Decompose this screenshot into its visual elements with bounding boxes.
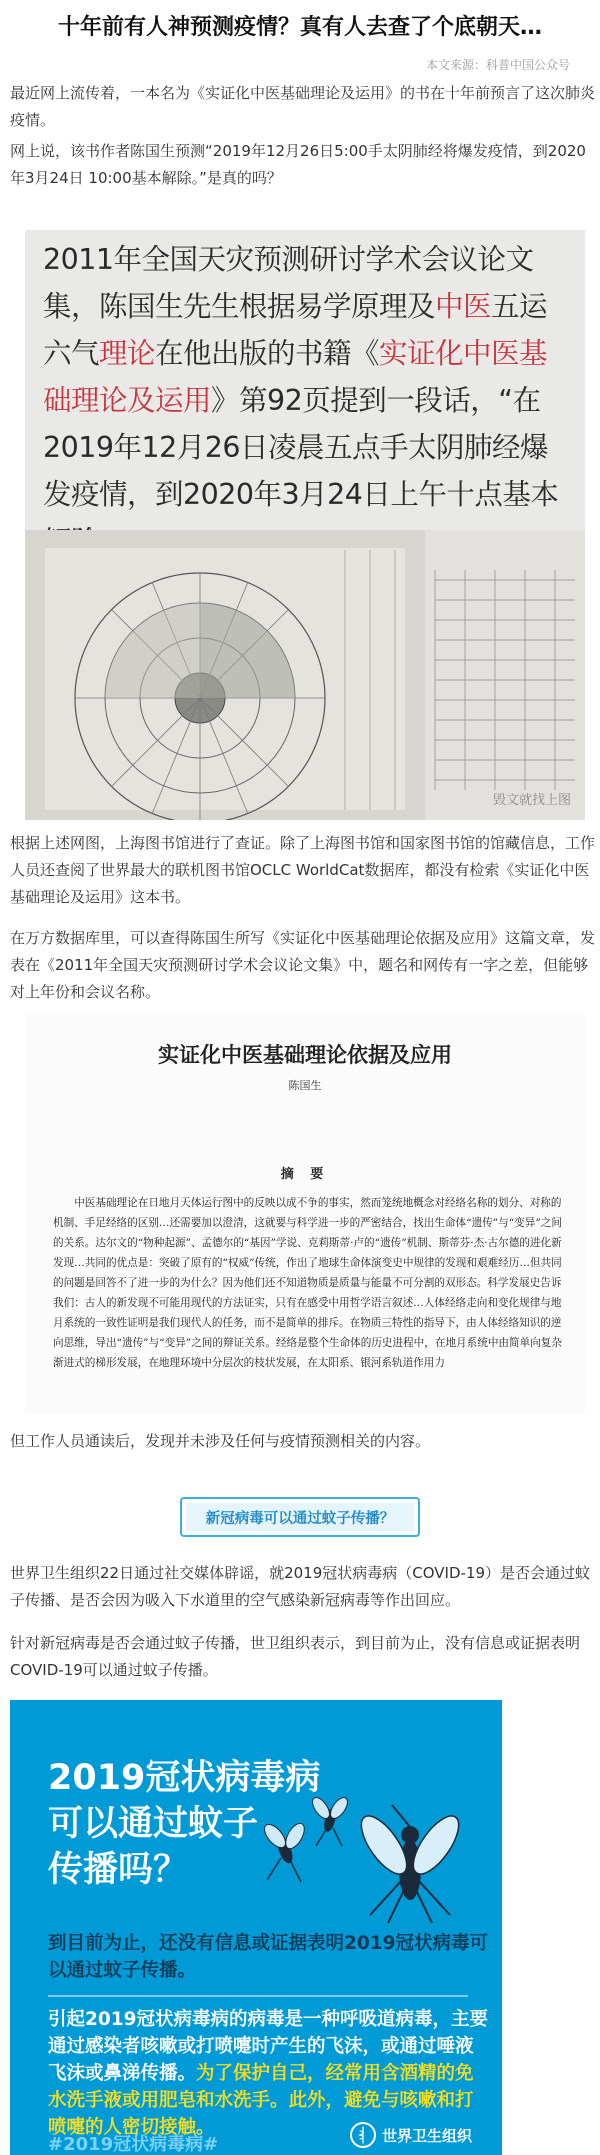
- paper-abstract-heading: 摘 要: [280, 1167, 330, 1182]
- scan-text: [43, 236, 573, 565]
- poster-hashtag: #2019冠状病毒病#: [48, 2134, 219, 2155]
- paragraph-no-prediction: 但工作人员通读后，发现并未涉及任何与疫情预测相关的内容。: [10, 1432, 431, 1450]
- paper-title: 实证化中医基础理论依据及应用: [158, 1043, 452, 1067]
- poster-org-name: 世界卫生组织: [382, 2127, 473, 2145]
- section-banner: [180, 1497, 420, 1537]
- poster-info-highlight: 为了保护自己，经常用含酒精的免水洗手液或用肥皂和水洗手。此外，避免与咳嗽和打喷嚏的人密切接触。: [48, 2063, 474, 2138]
- paragraph-library-check: 根据上述网图，上海图书馆进行了查证。除了上海图书馆和国家图书馆的馆藏信息，工作人员还查阅了世界最大的联机图书馆OCLC WorldCat数据库，都没有检索《实证化中医基础理论及运用》这本书。: [10, 834, 596, 906]
- who-poster-image: [10, 1700, 502, 2155]
- image-watermark: 毁文就找上图: [492, 793, 571, 808]
- poster-info-text: 引起2019冠状病毒病的病毒是一种呼吸道病毒，主要通过感染者咳嗽或打喷嚏时产生的飞沫，或通过唾液飞沫或鼻涕传播。: [48, 2009, 488, 2084]
- poster-answer: 到目前为止，还没有信息或证据表明2019冠状病毒可以通过蚊子传播。: [48, 1933, 488, 1981]
- mosquito-icon: [250, 1795, 490, 1925]
- scan-text-part: 》第92页提到一段话，“在2019年12月26日凌晨五点手太阴肺经爆发疫情，到2020年3月24日上午十点基本: [43, 384, 559, 511]
- scan-text-part: 理论: [99, 337, 156, 370]
- poster-divider: [48, 1995, 468, 1997]
- book-diagram-photo: [25, 530, 425, 820]
- paper-abstract-body: 中医基础理论在日地月天体运行图中的反映以成不争的事实，然而笼统地概念对经络名称的划分、对称的机制、手足经络的区别…还需要加以澄清，这就要与科学进一步的严密结合，找出生命体“遗传”与“变异”之间的关系。达尔文的“物种起源”、孟德尔的“基因”学说、克莉斯蒂·卢的“遗传”机制、斯蒂芬·杰·古尔德的进化新发现…共同的优点是：突破了原有的“权威”传统，作出了地球生命体演变史中规律的发现和艰难经历…但共同的问题是回答不了进一步的为什么？因为他们还不知道物质是质量与能量不可分割的双形态。科学发展史告诉我们：古人的新发现不可能用现代的方法证实，只有在感受中用哲学语言叙述…人体经络走向和变化规律与地月系统的一致性证明是我们现代人的任务，而不是简单的排斥。在物质三特性的指导下，由人体经络知识的逆向思维，导出“遗传”与“变异”之间的辩证关系。经络是整个生命体的历史进程中，在地月系统中由简单向复杂渐进式的梯形发展，在地理环境中分层次的枝状发展，在太阳系、银河系轨道作用力: [53, 1197, 562, 1369]
- article-source: 本文来源：科普中国公众号: [425, 58, 570, 72]
- section-banner-text: 新冠病毒可以通过蚊子传播？: [186, 1503, 414, 1531]
- scan-text-part: 五运六气: [43, 290, 548, 370]
- poster-question-line: 可以通过蚊子: [48, 1804, 259, 1844]
- paper-abstract-image: [25, 1013, 585, 1413]
- table-grid-illustration: [425, 530, 585, 820]
- paragraph-claim: 网上说，该书作者陈国生预测“2019年12月26日5:00手太阴肺经将爆发疫情，到2020年3月24日 10:00基本解除。”是真的吗？: [10, 142, 586, 187]
- paper-author: 陈国生: [288, 1079, 322, 1092]
- paragraph-who-mosquito: 针对新冠病毒是否会通过蚊子传播，世卫组织表示，到目前为止，没有信息或证据表明COVID-19可以通过蚊子传播。: [10, 1634, 581, 1679]
- poster-question-line: 传播吗？: [48, 1850, 189, 1890]
- book-table-photo: [425, 530, 585, 820]
- scan-text-part: 在他出版的书籍《: [155, 337, 380, 370]
- circular-chart-illustration: [25, 530, 425, 820]
- who-emblem-icon: [350, 2122, 376, 2148]
- poster-question-line: 2019冠状病毒病: [48, 1758, 321, 1798]
- paragraph-wanfang: 在万方数据库里，可以查得陈国生所写《实证化中医基础理论依据及应用》这篇文章，发表在《2011年全国天灾预测研讨学术会议论文集》中，题名和网传有一字之差，但能够对上年份和会议名称。: [10, 929, 596, 1001]
- article-title: 十年前有人神预测疫情？真有人去查了个底朝天…: [57, 15, 542, 40]
- book-scan-image: [25, 230, 585, 820]
- scan-text-part: 实证化中医基础理论及运用: [43, 337, 548, 417]
- scan-text-part: 2011年全国天灾预测研讨学术会议论文集，陈国生先生根据易学原理及: [43, 243, 534, 323]
- scan-text-part: 中医: [435, 290, 492, 323]
- paragraph-intro: 最近网上流传着，一本名为《实证化中医基础理论及运用》的书在十年前预言了这次肺炎疫情。: [10, 84, 596, 129]
- paragraph-who-statement: 世界卫生组织22日通过社交媒体辟谣，就2019冠状病毒病（COVID-19）是否会通过蚊子传播、是否会因为吸入下水道里的空气感染新冠病毒等作出回应。: [10, 1564, 591, 1609]
- poster-info: [48, 2006, 488, 2141]
